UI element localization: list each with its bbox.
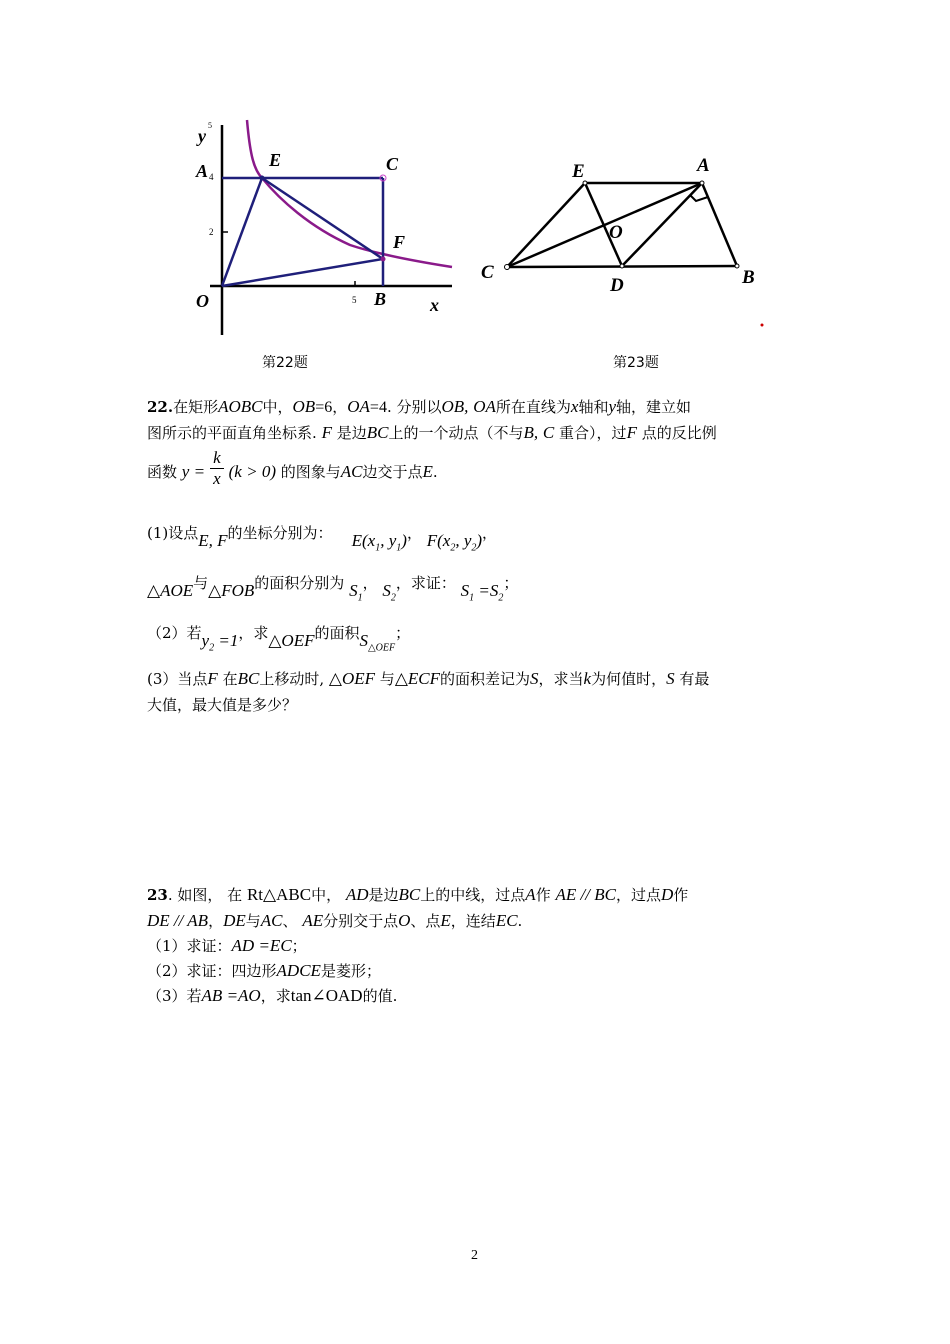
figure-23 [475,150,775,335]
label-E: E [269,150,282,170]
caption-22: 第22题 [262,355,308,371]
label-F: F [393,232,406,252]
q22-part1-line2: △AOE与△FOB的面积分别为 $S_1$， $S_2$，求证： $S_1 =S_2$； [147,574,519,604]
q23-line1: 23. 如图， 在 Rt△ABC中， AD是边BC上的中线，过点A作 AE // BC，过点D作 [147,885,689,904]
tick-y-4: 4 [209,172,214,182]
page-number: 2 [471,1248,478,1263]
label-O: O [196,291,209,311]
q23-part1: （1）求证：AD =EC； [147,936,307,955]
tick-y-2: 2 [209,227,214,237]
label-C: C [481,262,494,283]
label-E: E [572,161,585,182]
figure-22 [190,115,465,340]
tick-y-5: 5 [208,121,212,130]
label-x: x [430,295,439,315]
hyperbola-curve [247,120,452,267]
label-O: O [609,222,623,243]
segment-EF [262,178,383,259]
label-y: y [198,126,206,146]
q22-line3: 函数 y = $\frac{k}{x}$ (k > 0) 的图象与AC边交于点E. [147,448,438,488]
caption-23: 第23题 [613,355,659,371]
q22-line1: 22.在矩形AOBC中，OB=6，OA=4. 分别以OB, OA所在直线为x轴和y轴，建立如 [147,397,692,416]
q22-line2: 图所示的平面直角坐标系. F 是边BC上的一个动点（不与B, C 重合），过F 点的反比例 [147,423,717,442]
q22-part1-line1: (1)设点E, F的坐标分别为： $E(x_1$, $y_1$)， $F(x_2$, $y_2$)， [147,524,498,554]
tick-x-5: 5 [352,295,357,305]
label-C: C [386,154,399,174]
q23-part2: （2）求证：四边形ADCE是菱形； [147,961,381,980]
q23-part3: （3）若AB =AO，求tan∠OAD的值. [147,986,398,1005]
label-A: A [697,155,710,176]
segment-OF [222,259,383,286]
label-D: D [610,275,624,296]
q22-part3-line1: (3）当点F 在BC上移动时, △OEF 与△ECF的面积差记为S，求当k为何值时，S 有最 [147,669,710,688]
label-A: A [196,161,209,181]
q22-part2: （2）若$y_2 =1$，求△OEF的面积$S_{\triangle OEF}$； [147,624,411,654]
q22-part3-line2: 大值，最大值是多少？ [147,696,298,714]
q23-line2: DE // AB，DE与AC、 AE分别交于点O、点E，连结EC. [147,911,523,930]
label-B: B [374,289,387,309]
label-B: B [742,267,755,288]
